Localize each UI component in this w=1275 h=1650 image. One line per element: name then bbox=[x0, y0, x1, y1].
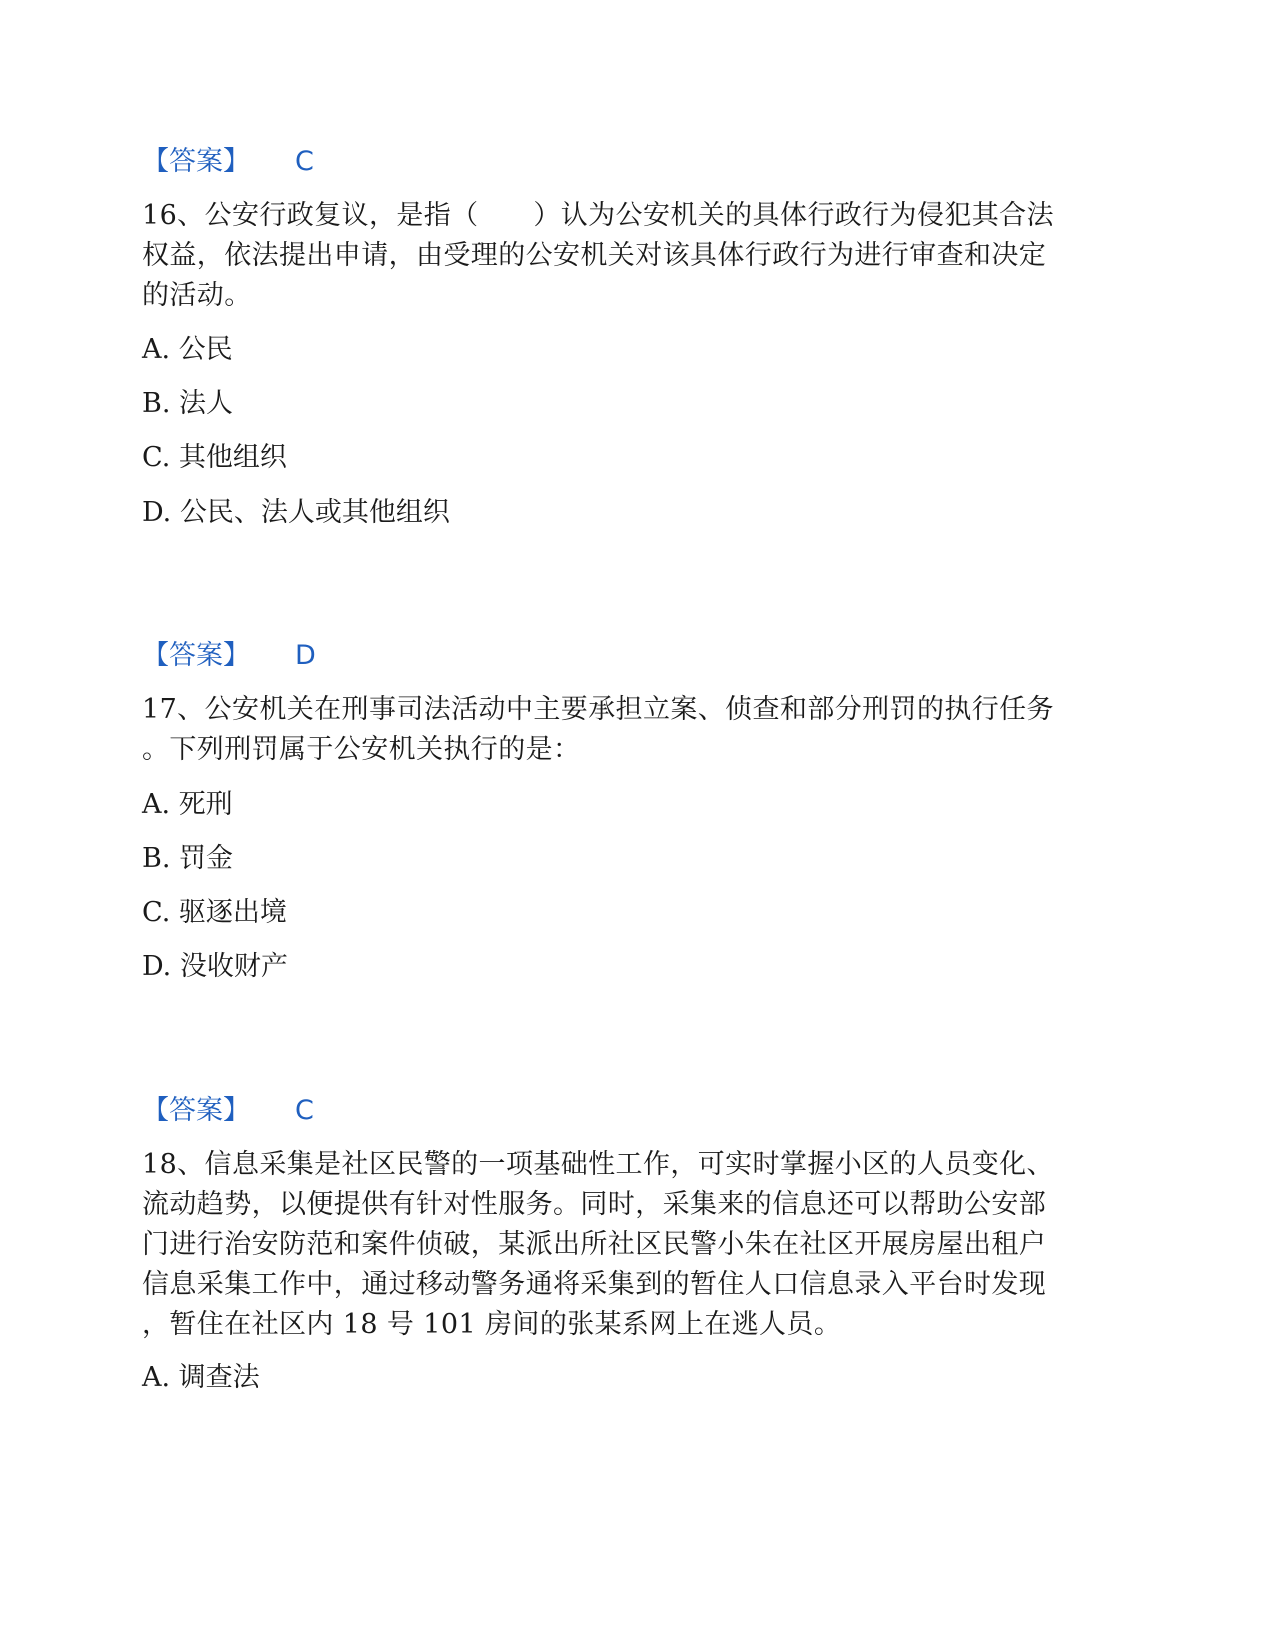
question-line: 16、公安行政复议，是指（ ）认为公安机关的具体行政行为侵犯其合法 bbox=[142, 200, 1054, 231]
answer-line-16 bbox=[142, 636, 316, 676]
option-16-b: B. 法人 bbox=[142, 388, 234, 419]
question-line: ，暂住在社区内 18 号 101 房间的张某系网上在逃人员。 bbox=[142, 1309, 842, 1340]
answer-value: C bbox=[295, 1095, 314, 1126]
answer-label: 【答案】 bbox=[142, 146, 250, 177]
option-16-c: C. 其他组织 bbox=[142, 442, 287, 473]
question-line: 信息采集工作中，通过移动警务通将采集到的暂住人口信息录入平台时发现 bbox=[142, 1269, 1047, 1300]
answer-value: D bbox=[295, 640, 316, 671]
question-line: 18、信息采集是社区民警的一项基础性工作，可实时掌握小区的人员变化、 bbox=[142, 1149, 1054, 1180]
question-line: 17、公安机关在刑事司法活动中主要承担立案、侦查和部分刑罚的执行任务 bbox=[142, 694, 1054, 725]
option-17-b: B. 罚金 bbox=[142, 843, 234, 874]
answer-line-17 bbox=[142, 1091, 314, 1131]
option-17-c: C. 驱逐出境 bbox=[142, 897, 287, 928]
option-17-d: D. 没收财产 bbox=[142, 951, 288, 982]
question-17 bbox=[142, 690, 1062, 770]
question-line: 门进行治安防范和案件侦破，某派出所社区民警小朱在社区开展房屋出租户 bbox=[142, 1229, 1047, 1260]
question-line: 。下列刑罚属于公安机关执行的是： bbox=[142, 734, 581, 765]
answer-value: C bbox=[295, 146, 314, 177]
option-16-d: D. 公民、法人或其他组织 bbox=[142, 497, 450, 528]
question-16 bbox=[142, 196, 1062, 316]
question-18 bbox=[142, 1145, 1062, 1345]
option-18-a: A. 调查法 bbox=[142, 1362, 260, 1393]
question-line: 流动趋势，以便提供有针对性服务。同时，采集来的信息还可以帮助公安部 bbox=[142, 1189, 1047, 1220]
answer-line-15 bbox=[142, 142, 314, 182]
option-16-a: A. 公民 bbox=[142, 334, 233, 365]
answer-label: 【答案】 bbox=[142, 640, 250, 671]
question-line: 权益，依法提出申请，由受理的公安机关对该具体行政行为进行审查和决定 bbox=[142, 240, 1047, 271]
question-line: 的活动。 bbox=[142, 280, 252, 311]
option-17-a: A. 死刑 bbox=[142, 789, 233, 820]
answer-label: 【答案】 bbox=[142, 1095, 250, 1126]
